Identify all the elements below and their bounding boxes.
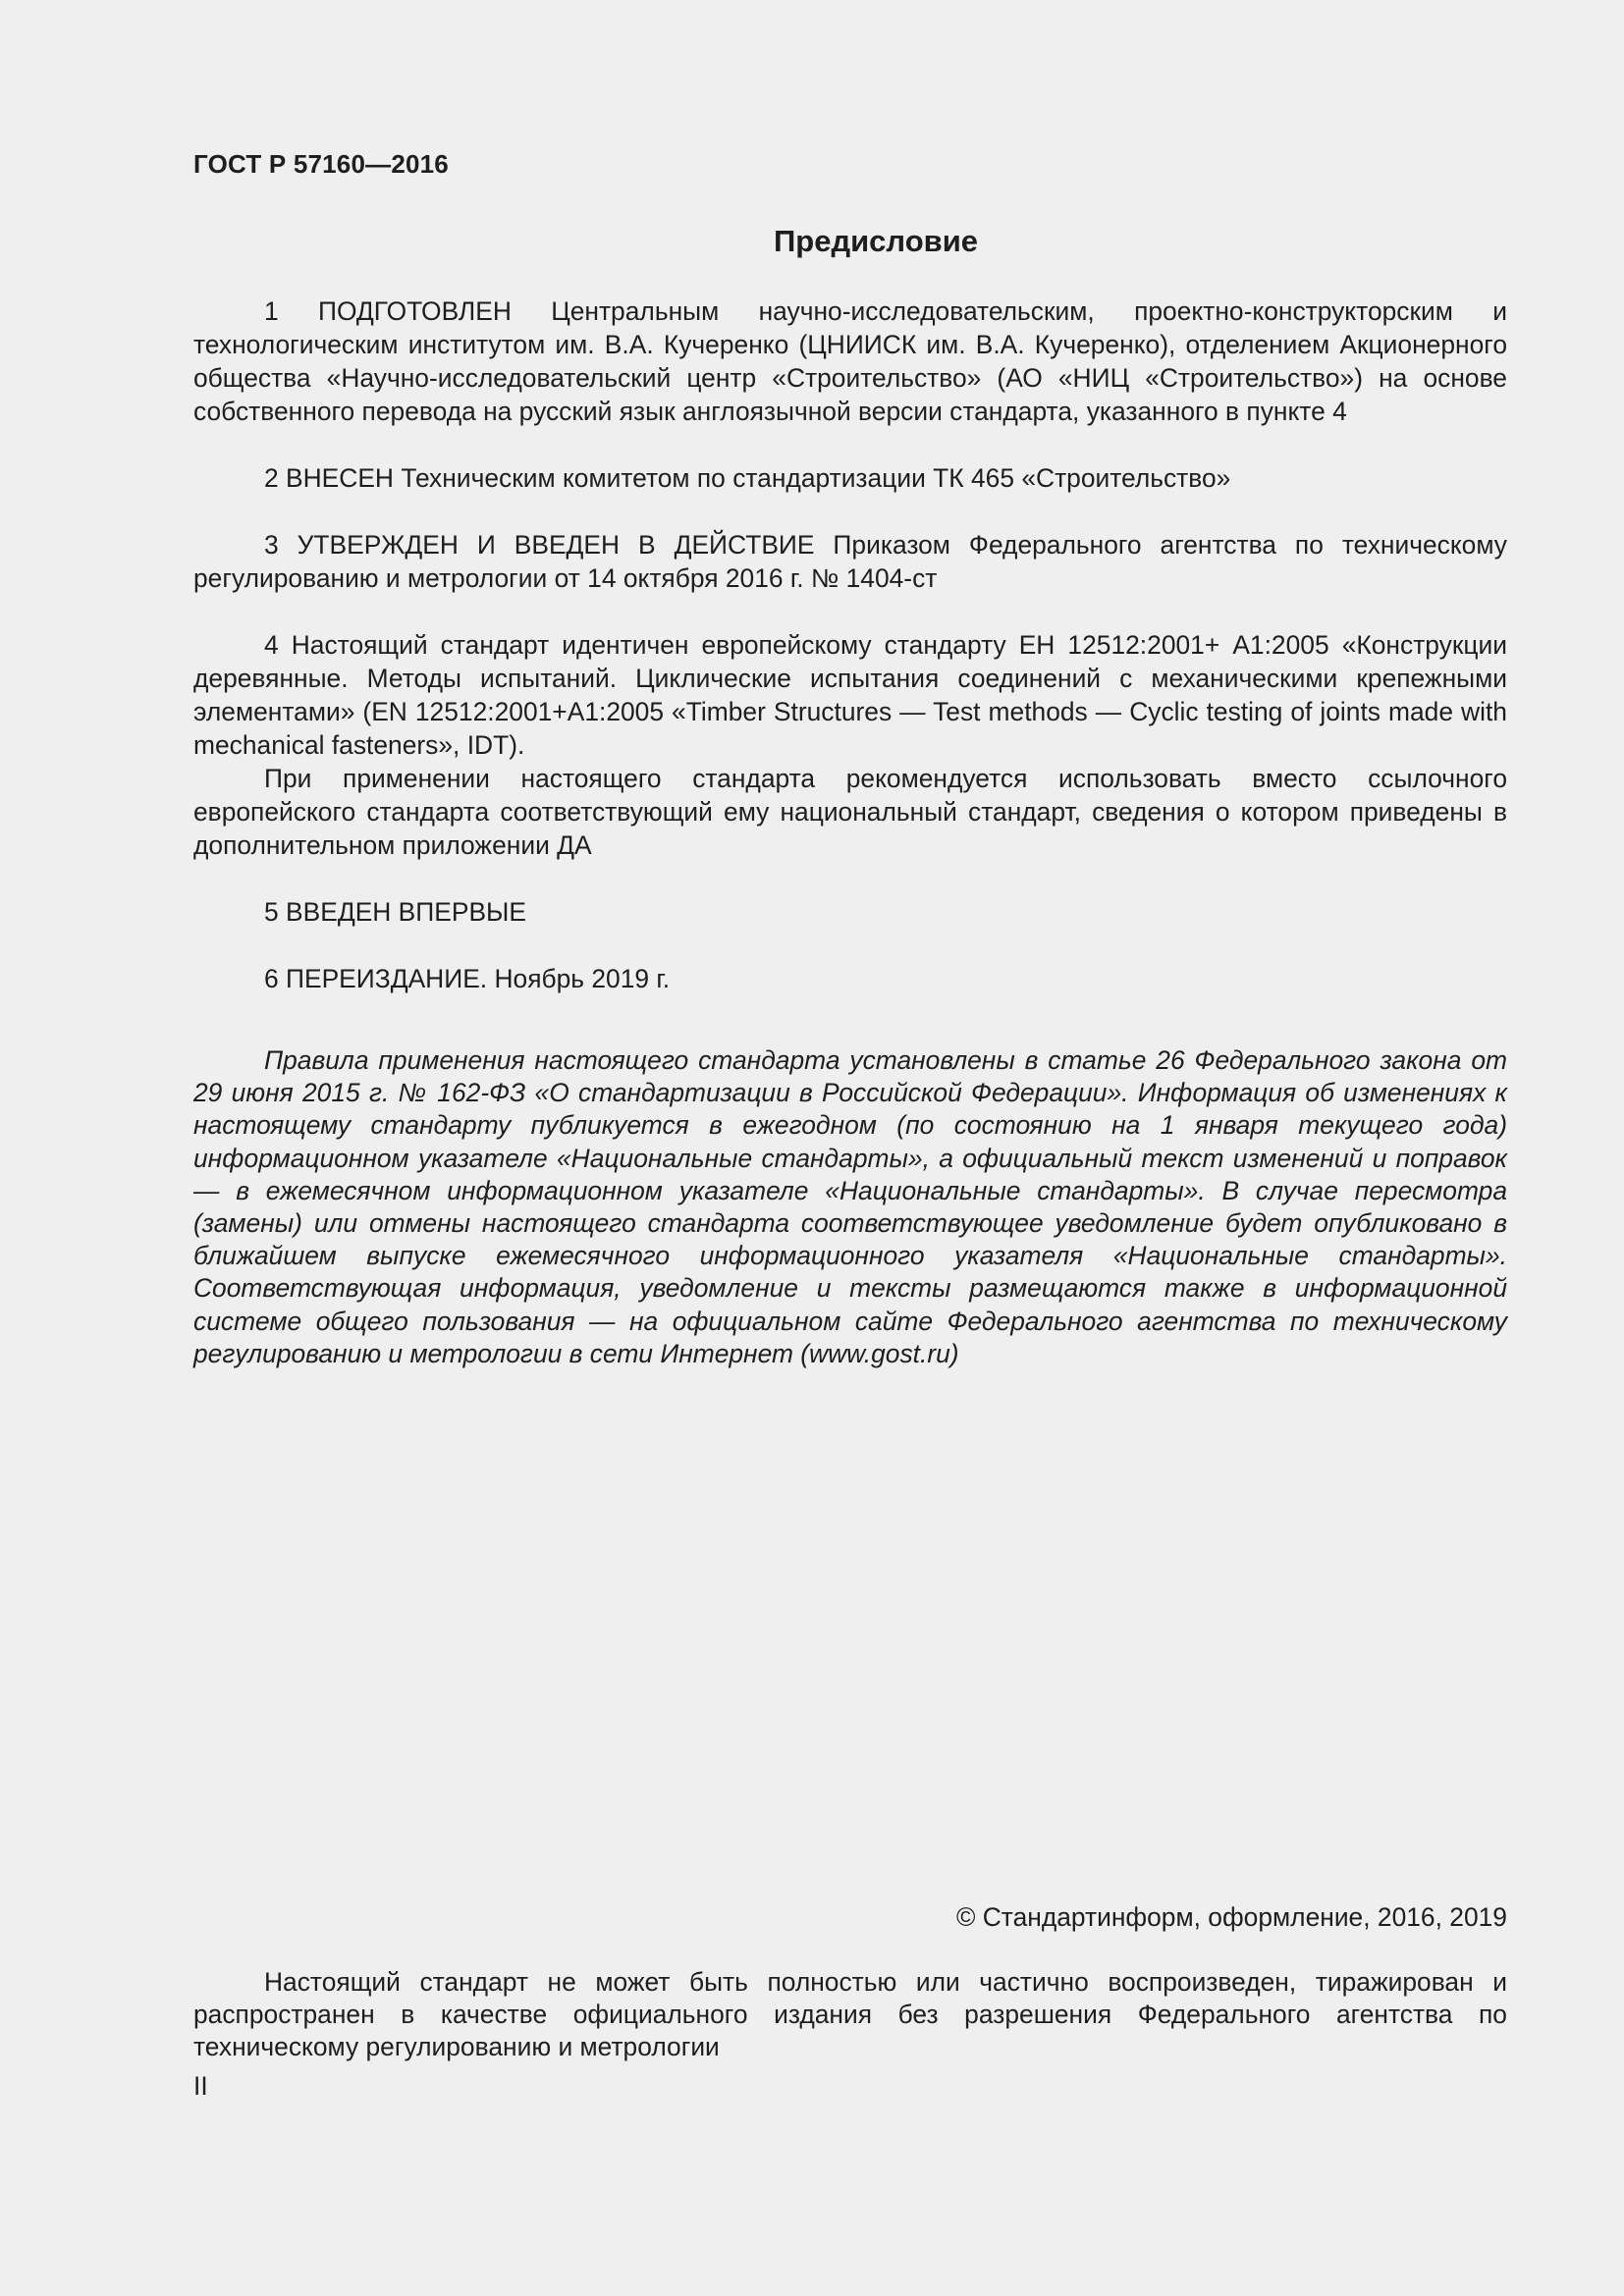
paragraph-introduced: 2 ВНЕСЕН Техническим комитетом по стандартизации ТК 465 «Строительство» bbox=[264, 463, 1231, 493]
page-number: II bbox=[193, 2071, 208, 2101]
page-title-text: Предисловие bbox=[773, 224, 978, 258]
document-code: ГОСТ Р 57160—2016 bbox=[193, 149, 449, 179]
copyright-line: © Стандартинформ, оформление, 2016, 2019 bbox=[955, 1902, 1507, 1932]
paragraph-approved: 3 УТВЕРЖДЕН И ВВЕДЕН В ДЕЙСТВИЕ Приказом Федерального агентства по техническому регулированию и метрологии от 14 октября 2016 г. № 1404-ст bbox=[193, 530, 1507, 593]
paragraph-application: При применении настоящего стандарта рекомендуется использовать вместо ссылочного европейского стандарта соответствующий ему национальный стандарт, сведения о котором приведены в дополнительном приложении ДА bbox=[193, 764, 1507, 860]
page-title bbox=[0, 224, 1624, 259]
rules-note: Правила применения настоящего стандарта установлены в статье 26 Федерального закона от 29 июня 2015 г. № 162-ФЗ «О стандартизации в Российской Федерации». Информация об изменениях к настоящему стандарту публикуется в ежегодном (по состоянию на 1 января текущего года) информационном указателе «Национальные стандарты», а официальный текст изменений и поправок — в ежемесячном информационном указателе «Национальные стандарты». В случае пересмотра (замены) или отмены настоящего стандарта соответствующее уведомление будет опубликовано в ближайшем выпуске ежемесячного информационного указателя «Национальные стандарты». Соответствующая информация, уведомление и тексты размещаются также в информационной системе общего пользования — на официальном сайте Федерального агентства по техническому регулированию и метрологии в сети Интернет (www.gost.ru) bbox=[193, 1045, 1507, 1368]
paragraph-prepared: 1 ПОДГОТОВЛЕН Центральным научно-исследовательским, проектно-конструкторским и технологическим институтом им. В.А. Кучеренко (ЦНИИСК им. В.А. Кучеренко), отделением Акционерного общества «Научно-исследовательский центр «Строительство» (АО «НИЦ «Строительство») на основе собственного перевода на русский язык англоязычной версии стандарта, указанного в пункте 4 bbox=[193, 296, 1507, 426]
reproduction-notice: Настоящий стандарт не может быть полностью или частично воспроизведен, тиражирован и распространен в качестве официального издания без разрешения Федерального агентства по техническому регулированию и метрологии bbox=[193, 1967, 1507, 2061]
paragraph-first-introduced: 5 ВВЕДЕН ВПЕРВЫЕ bbox=[264, 897, 527, 927]
paragraph-reissue: 6 ПЕРЕИЗДАНИЕ. Ноябрь 2019 г. bbox=[264, 964, 671, 993]
foreword-body bbox=[193, 294, 1507, 995]
paragraph-identical: 4 Настоящий стандарт идентичен европейскому стандарту ЕН 12512:2001+ А1:2005 «Конструкции деревянные. Методы испытаний. Циклические испытания соединений с механическими крепежными элементами» (EN 12512:2001+A1:2005 «Timber Structures — Test methods — Cyclic testing of joints made with mechanical fasteners», IDT). bbox=[193, 630, 1507, 760]
